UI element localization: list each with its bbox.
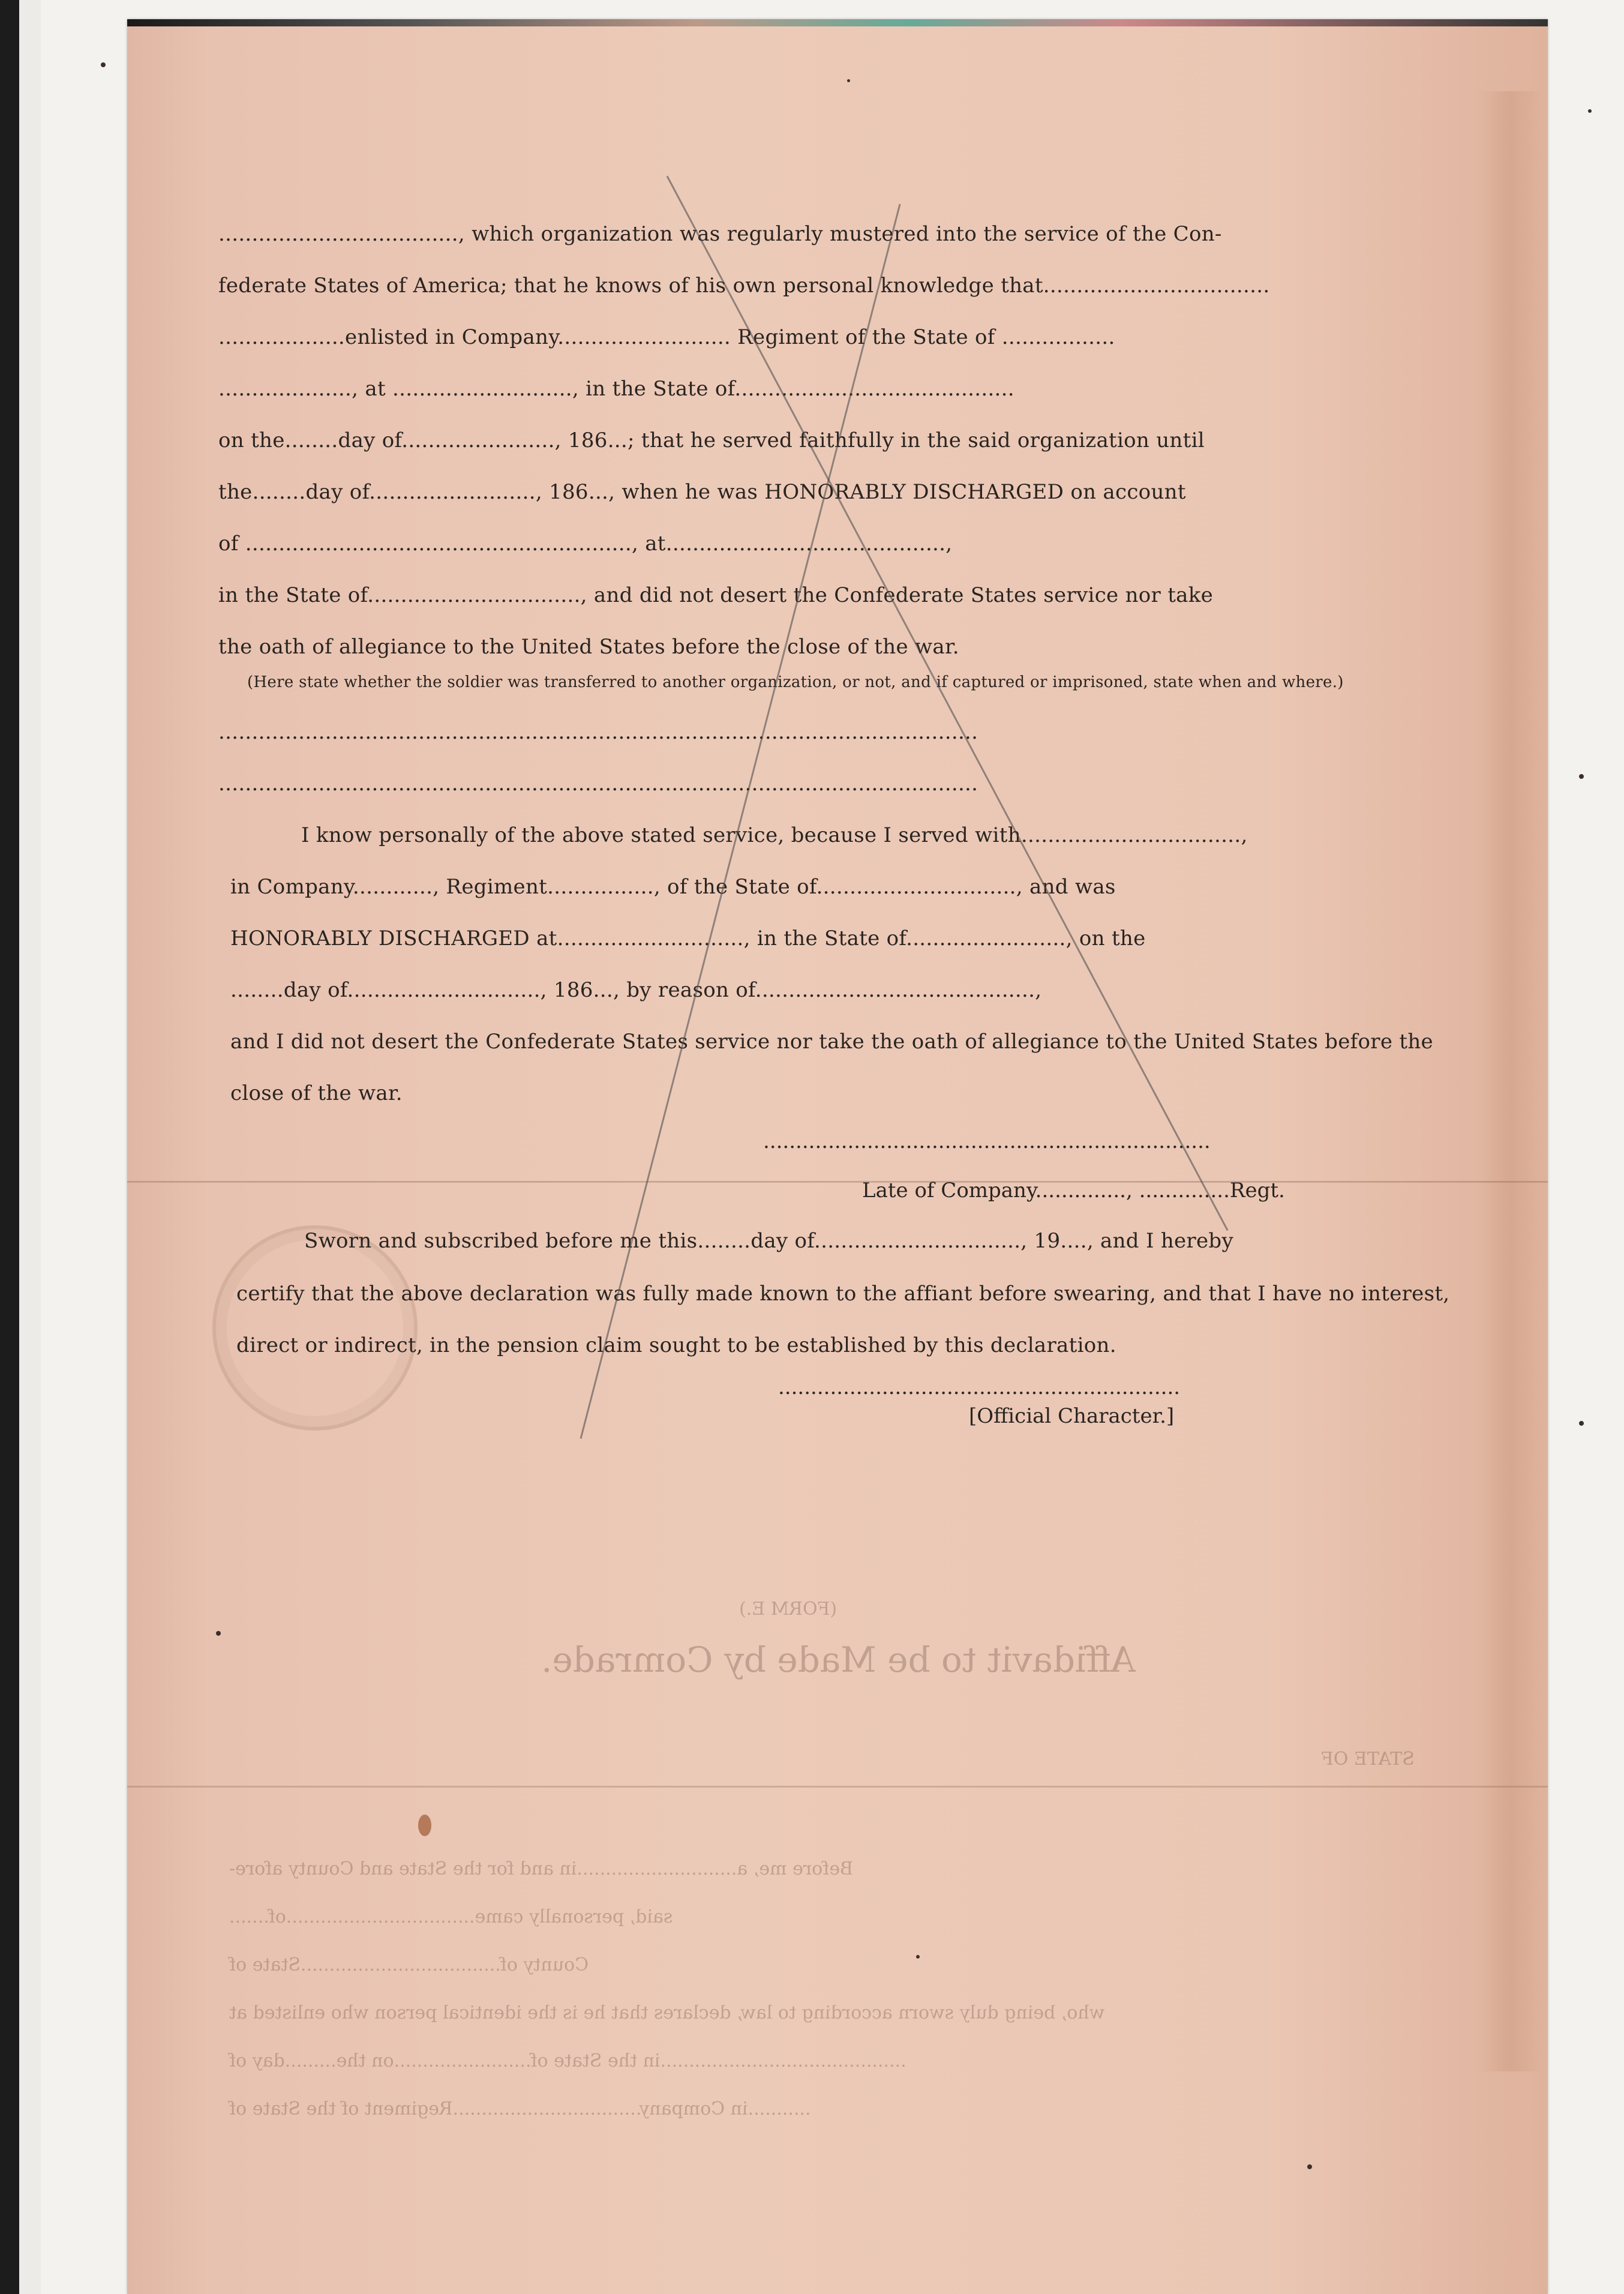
- comrade-line: I know personally of the above stated service, because I served with.................................,: [301, 823, 1248, 847]
- form-line: of .........................................................., at..........................................,: [218, 532, 953, 556]
- form-line: federate States of America; that he knows of his own personal knowledge that..................................: [218, 274, 1270, 298]
- fold-line: [127, 1181, 1548, 1183]
- signature-line: .....................................................................: [763, 1129, 1211, 1153]
- document-sheet: [127, 19, 1548, 2294]
- bleedthrough-state: STATE OF: [1321, 1749, 1415, 1770]
- bleedthrough-line: who, being duly sworn according to law, declares that he is the identical person who enlisted at: [229, 2002, 1105, 2023]
- official-character-label: [Official Character.]: [969, 1404, 1175, 1428]
- form-line: in the State of................................, and did not desert the Confederate States service nor take: [218, 583, 1214, 607]
- comrade-line: HONORABLY DISCHARGED at............................, in the State of........................, on the: [230, 926, 1146, 950]
- speck: [101, 62, 106, 67]
- blemish: [916, 1955, 920, 1959]
- bleedthrough-line: County of...................................State of: [229, 1954, 589, 1975]
- blemish: [1307, 2164, 1312, 2169]
- embossed-seal: [212, 1225, 418, 1431]
- blemish: [418, 1815, 431, 1836]
- form-line: on the........day of......................., 186...; that he served faithfully in the said organization until: [218, 428, 1205, 452]
- speck: [216, 1631, 221, 1636]
- speck: [1579, 1421, 1584, 1426]
- speck: [1579, 774, 1584, 779]
- form-note: (Here state whether the soldier was transferred to another organization, or not, and if captured or imprisoned, state when and where.): [247, 673, 1344, 691]
- bleedthrough-line: ...........in Company.................................Regiment of the State of: [229, 2098, 811, 2119]
- bleedthrough-form-label: (FORM E.): [739, 1599, 837, 1620]
- speck: [1588, 109, 1592, 113]
- dotted-line: ..................................................................................................................: [218, 720, 978, 744]
- comrade-line: close of the war.: [230, 1081, 403, 1105]
- form-line: ...................., at ..........................., in the State of..........................................: [218, 377, 1014, 401]
- sworn-line: Sworn and subscribed before me this........day of..............................., 19...., and I hereby: [304, 1229, 1233, 1253]
- bleedthrough-title: Affidavit to be Made by Comrade.: [541, 1639, 1136, 1680]
- water-stain: [1477, 91, 1543, 2071]
- late-of-company: Late of Company.............., ..............Regt.: [862, 1179, 1285, 1203]
- bleedthrough-line: ...........................................in the State of........................on the.........day of: [229, 2050, 906, 2071]
- faint-handwriting: [1027, 121, 1038, 162]
- form-line: the oath of allegiance to the United States before the close of the war.: [218, 635, 959, 659]
- comrade-line: in Company............, Regiment................, of the State of.............................., and was: [230, 875, 1116, 899]
- fold-line: [127, 1786, 1548, 1788]
- sworn-line: direct or indirect, in the pension claim sought to be established by this declaration.: [236, 1333, 1116, 1357]
- blemish: [847, 79, 850, 82]
- comrade-line: and I did not desert the Confederate States service nor take the oath of allegiance to the United States before the: [230, 1030, 1433, 1054]
- sworn-line: certify that the above declaration was fully made known to the affiant before swearing, and that I have no interest,: [236, 1282, 1450, 1306]
- form-line: ...................................., which organization was regularly mustered into the service of the Con-: [218, 222, 1222, 246]
- comrade-line: ........day of............................., 186..., by reason of..........................................,: [230, 978, 1042, 1002]
- dotted-line: ..................................................................................................................: [218, 772, 978, 796]
- form-line: ...................enlisted in Company.......................... Regiment of the State of .................: [218, 325, 1115, 349]
- bleedthrough-line: said, personally came.................................of.......: [229, 1906, 673, 1927]
- scan-border-light: [19, 0, 41, 2294]
- official-signature-line: ..............................................................: [778, 1375, 1181, 1399]
- bleedthrough-line: Before me, a............................in and for the State and County afore-: [229, 1858, 854, 1879]
- form-line: the........day of........................., 186..., when he was HONORABLY DISCHARGED on account: [218, 480, 1186, 504]
- scan-border-dark: [0, 0, 19, 2294]
- sheet-top-edge: [127, 19, 1548, 26]
